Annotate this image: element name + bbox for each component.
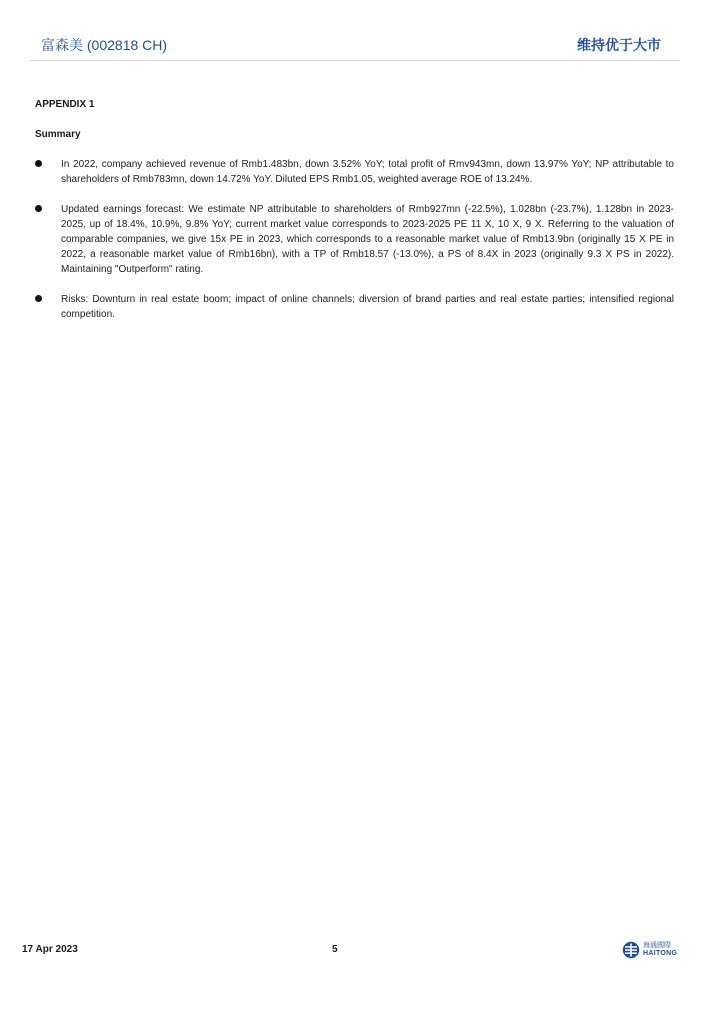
report-date: 17 Apr 2023 [22, 944, 78, 955]
bullet-icon [35, 160, 42, 167]
logo-english-name: HAITONG [643, 950, 678, 957]
bullet-item-risks [35, 292, 674, 322]
bullet-icon [35, 295, 42, 302]
haitong-logo-text [643, 942, 677, 958]
haitong-logo-icon [622, 941, 640, 959]
header-divider [30, 60, 680, 61]
summary-heading: Summary [35, 129, 81, 140]
bullet-text: Risks: Downturn in real estate boom; impact of online channels; diversion of brand parties and real estate parties; intensified regional competition. [61, 294, 674, 320]
appendix-heading: APPENDIX 1 [35, 99, 95, 110]
summary-bullet-list [35, 157, 674, 337]
page-number: 5 [332, 944, 338, 955]
bullet-text: Updated earnings forecast: We estimate NP attributable to shareholders of Rmb927mn (-22.5%), 1.028bn (-23.7%), 1.128bn in 2023-2025, up of 18.4%, 10.9%, 9.8% YoY; current market value corresponds to 2023-2025 PE 11 X, 10 X, 9 X. Referring to the valuation of comparable companies, we give 15x PE in 2023, which corresponds to a reasonable market value of Rmb13.9bn (originally 15 X PE in 2022, a reasonable market value of Rmb16bn), with a TP of Rmb18.57 (-13.0%), a PS of 8.4X in 2023 (originally 9.3 X PS in 2022). Maintaining "Outperform" rating. [61, 204, 674, 275]
rating-title: 维持优于大市 [577, 37, 661, 53]
bullet-item-revenue [35, 157, 674, 187]
report-ticker-title: 富森美 (002818 CH) [41, 37, 168, 53]
haitong-logo [622, 941, 677, 959]
bullet-item-forecast [35, 202, 674, 277]
bullet-text: In 2022, company achieved revenue of Rmb1.483bn, down 3.52% YoY; total profit of Rmv943mn, down 13.97% YoY; NP attributable to shareholders of Rmb783mn, down 14.72% YoY. Diluted EPS Rmb1.05, weighted average ROE of 13.24%. [61, 159, 674, 185]
bullet-icon [35, 205, 42, 212]
logo-chinese-name: 海通國際 [643, 942, 671, 949]
